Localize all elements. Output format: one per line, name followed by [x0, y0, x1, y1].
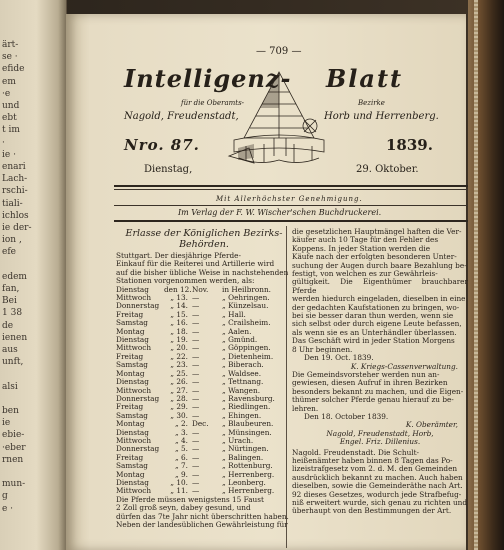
schedule-place: „ Blaubeuren. [222, 419, 274, 429]
schedule-date: „ 3. [174, 427, 188, 437]
left-page-text-fragment: ben [2, 406, 19, 416]
schedule-month: — [192, 385, 200, 395]
schedule-date: „ 6. [174, 452, 188, 462]
schedule-place: „ Herrenberg. [222, 486, 275, 496]
left-page-text-fragment: em [2, 76, 16, 87]
schedule-date: den 12. [164, 284, 192, 294]
schedule-month: — [192, 393, 200, 403]
schedule-day: Freitag [116, 452, 144, 462]
right-signature-2-title: K. Oberämter, [405, 420, 458, 430]
schedule-date: „ 28. [170, 393, 188, 403]
paragraph-line: Die Gemeindsvorsteher werden nun an- [292, 369, 440, 379]
left-page-text-fragment: efe [2, 247, 16, 258]
left-page-text-fragment: mun- [2, 479, 26, 490]
intro-line: Stuttgart. Der diesjährige Pferde- [116, 251, 241, 260]
left-page-text-fragment: unft, [2, 357, 24, 368]
schedule-date: „ 16. [170, 318, 188, 328]
paragraph-line: werden hiedurch eingeladen, dieselben in eine [292, 294, 466, 304]
schedule-place: „ Biberach. [222, 360, 264, 370]
paragraph-line: Das Geschäft wird in jeder Station Morgens [292, 336, 455, 346]
schedule-month: Dec. [192, 419, 209, 429]
left-page-text-fragment: ichlos [2, 210, 29, 221]
schedule-month: — [192, 335, 200, 345]
left-page-text-fragment: ie · [2, 149, 16, 160]
schedule-month: — [192, 452, 200, 462]
schedule-month: — [192, 435, 200, 445]
paragraph-line: ausdrücklich bekannt zu machen. Auch haben [292, 472, 463, 482]
paragraph-line: Koppens. In jeder Station werden die [292, 243, 431, 253]
beehive-emblem-icon [224, 68, 334, 168]
outro-line: 2 Zoll groß seyn, dabey gesund, und [116, 503, 251, 513]
schedule-day: Samstag [116, 318, 148, 328]
schedule-month: — [192, 469, 200, 479]
left-page-text-fragment: rnen [2, 454, 24, 465]
schedule-place: „ Urach. [222, 435, 254, 445]
paragraph-line: gültigkeit. Die Eigenthümer brauchbarer Pferde [292, 277, 468, 295]
right-signature-1: K. Kriegs-Cassenverwaltung. [350, 361, 458, 371]
paragraph-line: als wenn sie es an Unterhändler überlassen. [292, 327, 457, 337]
outro-line: Neben der landesüblichen Gewährleistung für [116, 520, 288, 529]
schedule-day: Samstag [116, 410, 148, 420]
intro-line: Einkauf für die Reiterei und Artillerie wird [116, 259, 275, 269]
paragraph-line: sich selbst oder durch eigene Leute befassen, [292, 319, 462, 329]
schedule-place: „ Künzelsau. [222, 301, 269, 311]
left-page-text-fragment: edem [2, 271, 27, 282]
left-page-text-fragment: g [2, 491, 8, 502]
left-page-text-fragment: 1 38 [2, 308, 23, 319]
left-page-text-fragment: und [2, 101, 20, 111]
issue-number: Nro. 87. [124, 136, 200, 154]
paragraph-line: heißenämter haben binnen 8 Tagen das Po- [292, 455, 453, 465]
schedule-date: „ 26. [170, 377, 188, 387]
schedule-day: Mittwoch [116, 486, 152, 496]
schedule-day: Freitag [116, 351, 144, 361]
paragraph-line: 92 dieses Gesetzes, wodurch jede Strafbefug- [292, 489, 462, 499]
outro-paragraph [116, 496, 292, 530]
schedule-place: „ Göppingen. [222, 343, 271, 353]
schedule-date: „ 25. [170, 368, 188, 378]
schedule-day: Mittwoch [116, 435, 152, 445]
schedule-month: — [192, 477, 200, 487]
right-column [292, 228, 468, 516]
schedule-place: „ Oehringen. [222, 293, 270, 303]
schedule-day: Montag [116, 368, 145, 378]
schedule-date: „ 23. [170, 360, 188, 370]
schedule-table [116, 286, 292, 496]
schedule-month: — [192, 368, 200, 378]
schedule-place: „ Herrenberg. [222, 469, 275, 479]
left-page-text-fragment: enari [2, 162, 26, 172]
left-page-text-fragment: e · [2, 503, 14, 514]
schedule-day: Montag [116, 419, 145, 429]
section-heading [116, 228, 292, 250]
left-page-text-fragment: ärt- [2, 40, 19, 50]
schedule-place: „ Balingen. [222, 452, 264, 462]
schedule-place: „ Tettnang. [222, 377, 264, 387]
schedule-month: — [192, 301, 200, 311]
schedule-place: in Heilbronn. [222, 284, 271, 294]
right-date-1: Den 19. Oct. 1839. [304, 353, 374, 363]
subtitle-left: Nagold, Freudenstadt, [124, 111, 239, 122]
paragraph-line: Käufe nach der erfolgten besonderen Unter- [292, 252, 457, 262]
schedule-place: „ Waldsee. [222, 368, 262, 378]
left-page-text-fragment: Bei [2, 296, 17, 307]
schedule-day: Dienstag [116, 427, 149, 437]
schedule-date: „ 4. [174, 435, 188, 445]
right-paragraph-3 [292, 449, 468, 516]
subtitle-left-small: für die Oberamts- [181, 99, 245, 107]
paragraph-line: Nagold. Freudenstadt. Die Schult- [292, 447, 420, 457]
issue-weekday: Dienstag, [144, 164, 193, 175]
section-heading-line1: Erlasse der Königlichen Bezirks- [125, 228, 283, 239]
paragraph-line: suchung der Augen durch baare Bezahlung be- [292, 260, 467, 270]
left-page-text-fragment: de [2, 320, 14, 331]
right-date-2: Den 18. October 1839. [304, 411, 389, 421]
paragraph-line: gewiesen, diesen Aufruf in ihren Bezirken [292, 378, 448, 388]
schedule-date: „ 10. [170, 477, 188, 487]
schedule-date: „ 19. [170, 335, 188, 345]
schedule-day: Samstag [116, 360, 148, 370]
issue-date: 29. Oktober. [356, 164, 419, 175]
schedule-date: „ 20. [170, 343, 188, 353]
header-rule-thin [114, 189, 468, 190]
left-page-text-fragment: ienen [2, 332, 28, 343]
paragraph-line: lehren. [292, 403, 319, 413]
masthead-right: Blatt [326, 64, 404, 93]
schedule-place: „ Dietenheim. [222, 351, 274, 361]
left-page-text-fragment: efide [2, 64, 25, 75]
privilege-line: Mit Allerhöchster Genehmigung. [216, 195, 363, 203]
schedule-month: — [192, 326, 200, 336]
schedule-place: „ Hall. [222, 309, 246, 319]
publisher-rule [114, 220, 468, 222]
schedule-day: Dienstag [116, 477, 149, 487]
subtitle-right: Horb und Herrenberg. [324, 111, 439, 122]
schedule-day: Dienstag [116, 284, 149, 294]
left-page-text-fragment: ·e [2, 88, 11, 99]
paragraph-line: bei sie besser daran thun werden, wenn sie [292, 311, 454, 321]
schedule-month: — [192, 343, 200, 353]
left-page-text-fragment: ebt [2, 113, 17, 124]
schedule-day: Mittwoch [116, 293, 152, 303]
newspaper-page [66, 14, 466, 550]
header-rule-top [114, 185, 468, 187]
schedule-place: „ Aalen. [222, 326, 252, 336]
schedule-day: Donnerstag [116, 393, 160, 403]
left-page-text-fragment: fan, [2, 284, 20, 294]
outro-line: Die Pferde müssen wenigstens 15 Faust [116, 494, 264, 504]
paragraph-line: lizeistrafgesetz vom 2. d. M. den Gemeinden [292, 464, 458, 474]
subtitle-right-small: Bezirke [358, 99, 385, 107]
section-heading-line2: Behörden. [179, 239, 229, 250]
schedule-day: Montag [116, 469, 145, 479]
left-page-text-fragment: ion , [2, 235, 22, 246]
schedule-date: „ 29. [170, 402, 188, 412]
schedule-day: Freitag [116, 402, 144, 412]
paragraph-line: die gesetzlichen Hauptmängel haften die Ver- [292, 227, 462, 236]
left-page-text-fragment: se · [2, 52, 18, 63]
schedule-place: „ Wangen. [222, 385, 261, 395]
schedule-date: „ 18. [170, 326, 188, 336]
schedule-day: Montag [116, 326, 145, 336]
schedule-month: — [192, 293, 200, 303]
schedule-date: „ 13. [170, 293, 188, 303]
schedule-day: Dienstag [116, 335, 149, 345]
schedule-date: „ 30. [170, 410, 188, 420]
schedule-day: Mittwoch [116, 343, 152, 353]
paragraph-line: niß erweitert wurde, sich genau zu richten und [292, 498, 468, 507]
right-paragraph-1 [292, 228, 468, 354]
schedule-date: „ 22. [170, 351, 188, 361]
schedule-place: „ Rottenburg. [222, 461, 273, 471]
left-page-text-fragment: Lach- [2, 174, 28, 185]
left-page-text-fragment: rschi- [2, 186, 28, 197]
right-paragraph-2 [292, 371, 468, 413]
right-signature-2-names: Engel. Friz. Dillenius. [339, 437, 421, 447]
schedule-place: „ Riedlingen. [222, 402, 271, 412]
schedule-date: „ 11. [170, 486, 188, 496]
left-page-text-fragment: ie [2, 418, 11, 429]
paragraph-line: thümer solcher Pferde genau hierauf zu be- [292, 395, 454, 405]
schedule-day: Samstag [116, 461, 148, 471]
left-page-text-fragment: ·eber [2, 442, 26, 453]
privilege-rule [114, 205, 468, 206]
schedule-month: — [192, 377, 200, 387]
schedule-place: „ Gmünd. [222, 335, 258, 345]
schedule-date: „ 15. [170, 309, 188, 319]
schedule-place: „ Leonberg. [222, 477, 266, 487]
intro-line: Stationen vorgenommen werden, als: [116, 276, 255, 286]
schedule-month: — [192, 402, 200, 412]
left-page-text-fragment: ebie- [2, 430, 25, 441]
paragraph-line: festigt, von welchen es zur Gewährleis- [292, 269, 438, 279]
left-page-text-fragment: · [2, 137, 5, 148]
paragraph-line: überhaupt von den Bestimmungen der Art. [292, 506, 452, 516]
schedule-month: — [192, 427, 200, 437]
page-number: — 709 — [256, 46, 302, 57]
schedule-place: „ Crailsheim. [222, 318, 271, 328]
intro-paragraph [116, 252, 292, 286]
schedule-month: — [192, 486, 200, 496]
left-page-fragment [0, 0, 67, 550]
outro-line: dürfen das 7te Jahr nicht überschritten haben. [116, 511, 289, 521]
schedule-day: Dienstag [116, 377, 149, 387]
schedule-date: „ 27. [170, 385, 188, 395]
left-page-text-fragment: aus [2, 345, 18, 355]
schedule-place: „ Ehingen. [222, 410, 262, 420]
schedule-month: — [192, 444, 200, 454]
paragraph-line: dieselben, sowie die Gemeinderäthe nach Art. [292, 481, 463, 491]
left-page-text-fragment: alsi [2, 381, 18, 392]
book-edge [468, 0, 504, 550]
schedule-month: Nov. [192, 284, 209, 294]
schedule-date: „ 5. [174, 444, 188, 454]
left-column [116, 228, 292, 529]
schedule-month: — [192, 461, 200, 471]
schedule-day: Donnerstag [116, 444, 160, 454]
schedule-month: — [192, 410, 200, 420]
issue-year: 1839. [386, 136, 433, 154]
paragraph-line: besonders bekannt zu machen, und die Eigen- [292, 386, 464, 396]
schedule-date: „ 7. [174, 461, 188, 471]
masthead-left: Intelligenz- [124, 64, 292, 93]
schedule-place: „ Ravensburg. [222, 393, 275, 403]
paragraph-line: 8 Uhr beginnen. [292, 344, 353, 354]
publisher-line: Im Verlag der F. W. Wischer'schen Buchdruckerei. [178, 208, 382, 217]
left-page-text-fragment: tiali- [2, 198, 23, 209]
schedule-month: — [192, 318, 200, 328]
schedule-date: „ 14. [170, 301, 188, 311]
schedule-day: Mittwoch [116, 385, 152, 395]
right-signature-2-places: Nagold, Freudenstadt, Horb, [326, 428, 434, 438]
schedule-month: — [192, 360, 200, 370]
intro-line: auf die bisher übliche Weise in nachstehenden [116, 267, 289, 277]
schedule-place: „ Münsingen. [222, 427, 272, 437]
schedule-date: „ 9. [174, 469, 188, 479]
schedule-day: Donnerstag [116, 301, 160, 311]
schedule-month: — [192, 351, 200, 361]
left-page-text-fragment: t im [2, 125, 20, 136]
schedule-date: „ 2. [174, 419, 188, 429]
schedule-place: „ Nürtingen. [222, 444, 269, 454]
paragraph-line: der gedachten Kaufstationen zu bringen, wo- [292, 302, 460, 312]
paragraph-line: käufer auch 10 Tage für den Fehler des [292, 235, 439, 245]
schedule-month: — [192, 309, 200, 319]
schedule-day: Freitag [116, 309, 144, 319]
left-page-text-fragment: ie der- [2, 223, 32, 233]
